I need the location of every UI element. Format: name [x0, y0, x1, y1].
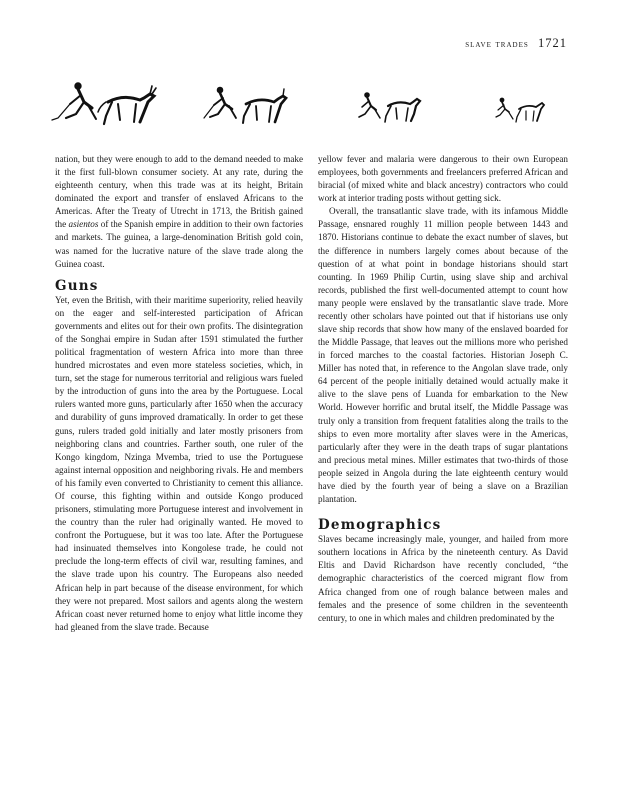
running-header	[465, 36, 567, 51]
right-paragraph-2: Overall, the transatlantic slave trade, with its infamous Middle Passage, ensnared roughly 11 million people between 1443 and 1870. Historians continue to debate the exact number of slaves, but the difference in numbers largely comes about because of the question of at what point in bondage historians should start counting. In 1969 Philip Curtin, using slave ship and archival records, published the first well-documented attempt to count how many people were enslaved by the transatlantic slave trade. More recently other scholars have pointed out that if historians use only slave ship records that show how many of the enslaved boarded for the Middle Passage, that leaves out the millions more who perished in forced marches to the coastal factories. Historian Joseph C. Miller has noted that, in reference to the Angolan slave trade, only 64 percent of the people initially detained would actually make it alive to the slave pens of Luanda for embarkation to the New World. However horrific and brutal itself, the Middle Passage was truly only a transition from frequent fatalities along the trails to the ships to even more mortality after slaves were in the Americas, particularly after they were in the death traps of sugar plantations and precious metal mines. Miller estimates that two-thirds of those people seized in Angola during the late eighteenth century would have died by the fourth year of being a slave on a Brazilian plantation.	[318, 206, 568, 505]
figure-with-animal-2	[196, 82, 296, 132]
decorative-illustration	[48, 78, 568, 134]
figure-with-animal-1	[48, 78, 166, 134]
section-title: slave trades	[465, 39, 529, 50]
page-number: 1721	[538, 36, 567, 50]
right-paragraph-3: Slaves became increasingly male, younger, and hailed from more southern locations in Africa by the nineteenth century. As David Eltis and David Richardson have recently concluded, “the demographic characteristics of the coerced migrant flow from Africa changed from one of rough balance between males and females and the presence of some children in the seventeenth century, to one in which males and children predominated by the	[318, 534, 568, 623]
left-paragraph-1: nation, but they were enough to add to the demand needed to make it the first full-blown consumer society. At any rate, during the eighteenth century, when this trade was at its height, Britain dominated the export and transfer of enslaved Africans to the Americas. After the Treaty of Utrecht in 1713, the British gained the asientos of the Spanish empire in addition to their own factories and markets. The guinea, a large-denomination British gold coin, was named for the lucrative nature of the slave trade along the Guinea coast.	[55, 154, 303, 269]
right-paragraph-1: yellow fever and malaria were dangerous to their own European employees, both governments and freelancers preferred African and biracial (of mixed white and black ancestry) contractors who could work at interior trading posts without getting sick.	[318, 154, 568, 204]
left-paragraph-2: Yet, even the British, with their maritime superiority, relied heavily on the eager and self-interested participation of African governments and elites out for their own profits. The disintegration of the Songhai empire in Sudan after 1591 stimulated the further political fragmentation of western Africa into more than three hundred microstates and even more stateless societies, which, in turn, set the stage for numerous territorial and religious wars fueled by the introduction of guns into the area by the Portuguese. Local rulers wanted more guns, particularly after 1650 when the accuracy and durability of guns improved dramatically. In order to get these guns, rulers traded gold initially and later mostly prisoners from neighboring clans and countries. Farther south, one ruler of the Kongo kingdom, Nzinga Mvemba, tried to use the Portuguese against internal opposition and neighboring rivals. He and members of his family even converted to Christianity to cement this alliance. Of course, this fighting within and outside Kongo produced prisoners, stimulating more Portuguese interest and involvement in the country than the ruler had originally wanted. He moved to confront the Portuguese, but it was too late. After the Portuguese had insinuated themselves into Kongolese trade, he could not preclude the long-term effects of civil war, resulting famines, and the slave trade upon his country. The Europeans also needed African help in part because of the disease environment, for which they were not prepared. Most sailors and agents along the western African coast never returned home to enjoy what little income they had gleaned from the slave trade. Because	[55, 294, 303, 632]
figure-with-animal-3	[348, 88, 428, 130]
section-heading-demographics: Demographics	[318, 517, 442, 534]
left-column	[55, 153, 303, 634]
figure-with-animal-4	[488, 94, 550, 128]
section-heading-guns: Guns	[55, 277, 99, 294]
italic-term: asientos	[68, 219, 99, 230]
right-column	[318, 153, 568, 625]
